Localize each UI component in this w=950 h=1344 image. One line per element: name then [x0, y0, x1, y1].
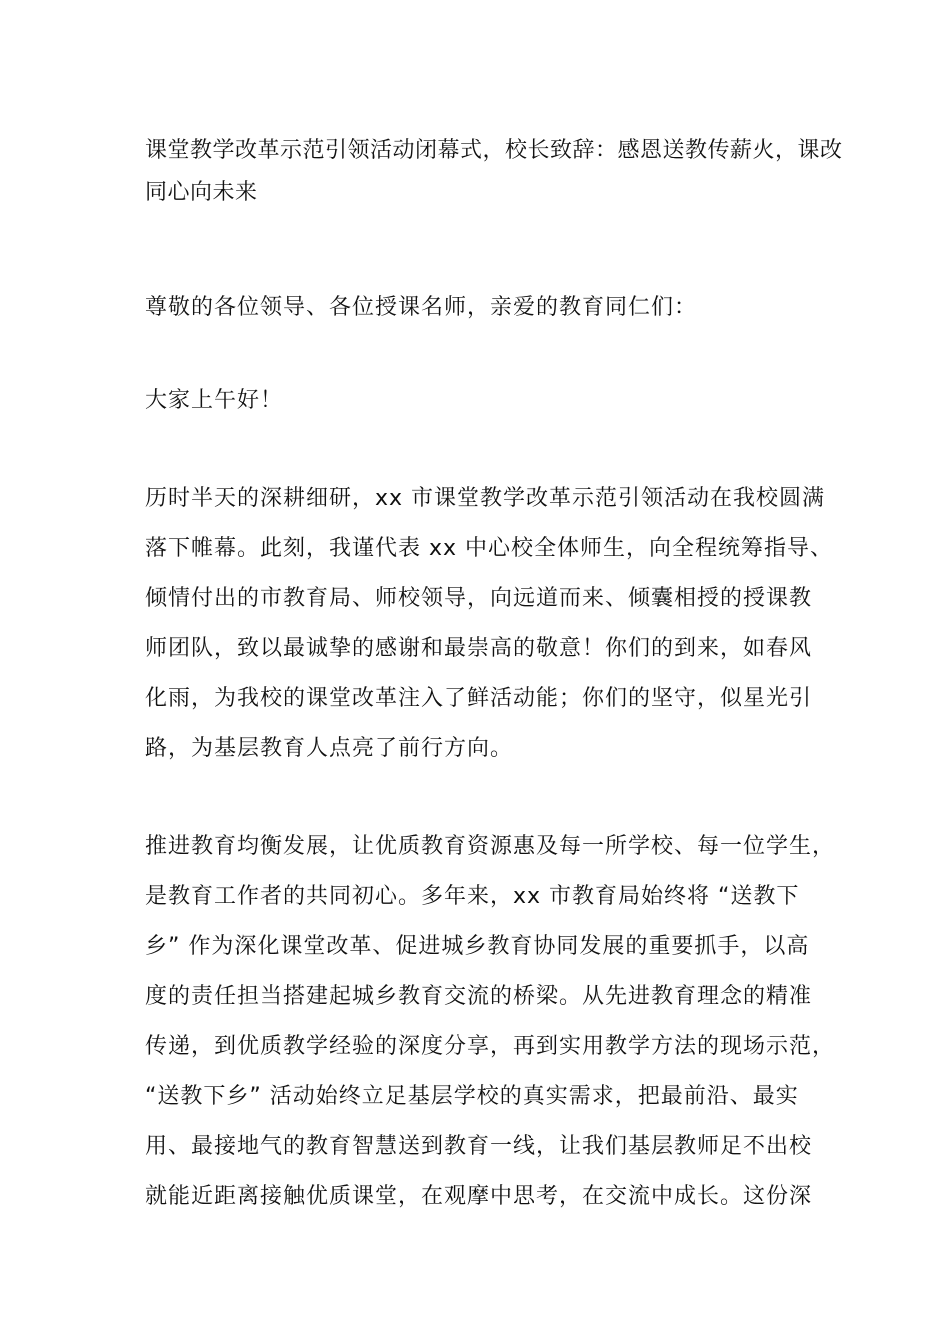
salutation: 尊敬的各位领导、各位授课名师，亲爱的教育同仁们： — [145, 295, 698, 320]
paragraph1-line-4: 师团队，致以最诚挚的感谢和最崇高的敬意！你们的到来，如春风 — [145, 636, 813, 661]
paragraph1-line-6: 路，为基层教育人点亮了前行方向。 — [145, 736, 514, 761]
paragraph2-line-1: 推进教育均衡发展，让优质教育资源惠及每一所学校、每一位学生， — [145, 834, 836, 859]
paragraph2-line-5: 传递，到优质教学经验的深度分享，再到实用教学方法的现场示范， — [145, 1034, 836, 1059]
document-title: 课堂教学改革示范引领活动闭幕式，校长致辞：感恩送教传薪火，课改同心向未来 — [145, 138, 843, 205]
paragraph2-line-4: 度的责任担当搭建起城乡教育交流的桥梁。从先进教育理念的精准 — [145, 984, 813, 1009]
greeting: 大家上午好！ — [145, 388, 284, 413]
paragraph2-line-3: 乡” 作为深化课堂改革、促进城乡教育协同发展的重要抓手，以高 — [145, 934, 810, 959]
paragraph1-line-3: 倾情付出的市教育局、师校领导，向远道而来、倾囊相授的授课教 — [145, 586, 813, 611]
paragraph2-line-7: 用、最接地气的教育智慧送到教育一线，让我们基层教师足不出校 — [145, 1134, 813, 1159]
paragraph1-line-2: 落下帷幕。此刻，我谨代表 xx 中心校全体师生，向全程统筹指导、 — [145, 536, 834, 561]
paragraph2-line-8: 就能近距离接触优质课堂，在观摩中思考，在交流中成长。这份深 — [145, 1184, 813, 1209]
paragraph1-line-1: 历时半天的深耕细研，xx 市课堂教学改革示范引领活动在我校圆满 — [145, 486, 826, 511]
paragraph2-line-2: 是教育工作者的共同初心。多年来，xx 市教育局始终将 “送教下 — [145, 884, 800, 909]
paragraph1-line-5: 化雨，为我校的课堂改革注入了鲜活动能；你们的坚守，似星光引 — [145, 686, 813, 711]
paragraph2-line-6: “送教下乡” 活动始终立足基层学校的真实需求，把最前沿、最实 — [145, 1084, 799, 1109]
